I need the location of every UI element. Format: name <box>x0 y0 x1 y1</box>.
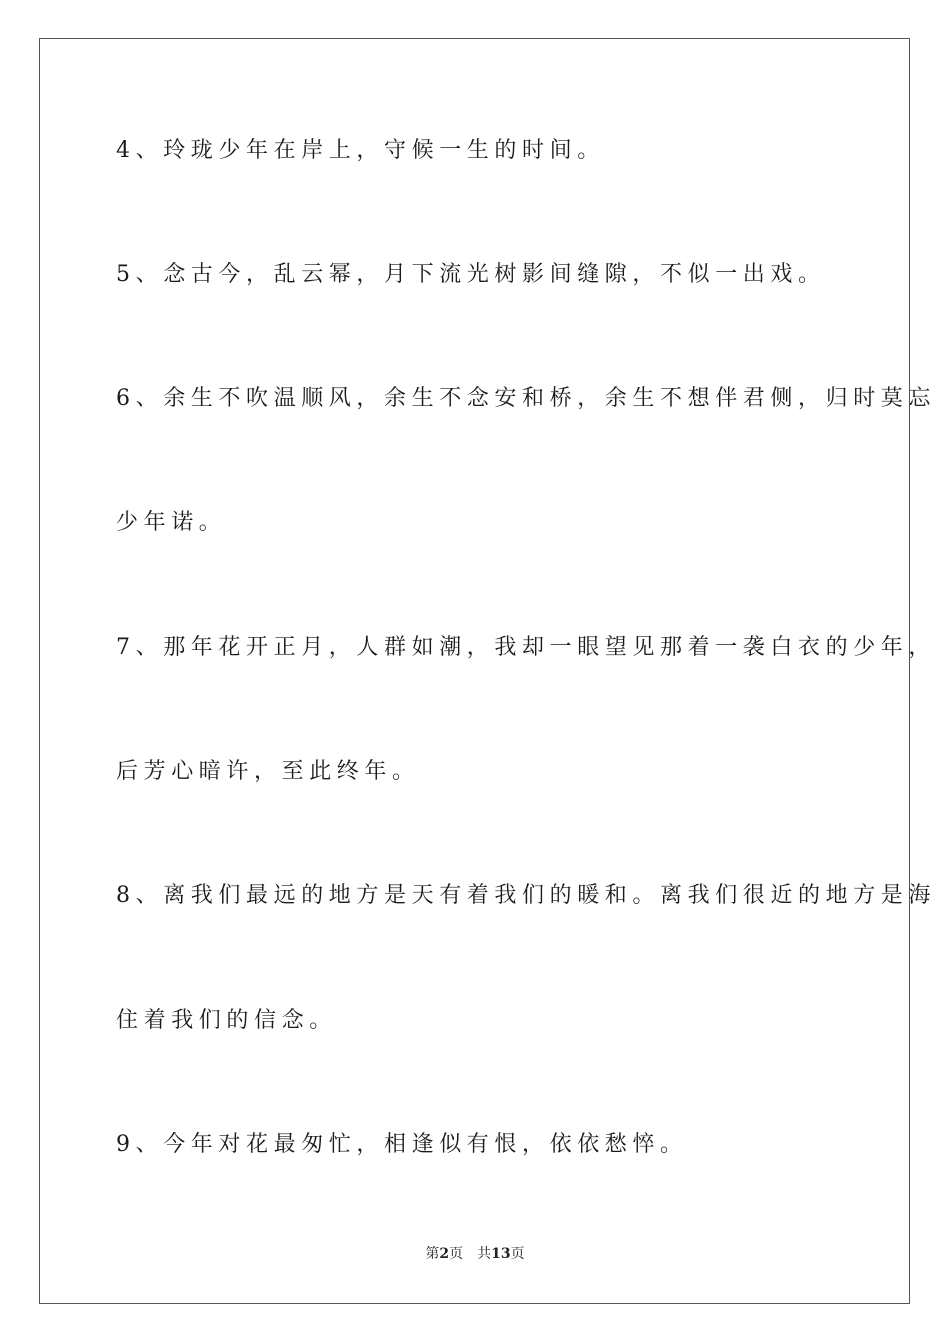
text-line-item-8-part-2: 住着我们的信念。 <box>116 1008 337 1033</box>
text-line-item-6-part-2: 少年诺。 <box>116 510 227 535</box>
text-line-item-9: 9、今年对花最匆忙，相逢似有恨，依依愁悴。 <box>116 1132 688 1157</box>
text-line-item-8-part-1: 8、离我们最远的地方是天有着我们的暖和。离我们很近的地方是海 <box>116 883 936 908</box>
page-number: 2 <box>439 1246 450 1262</box>
total-pages: 13 <box>491 1246 511 1262</box>
text-line-item-4: 4、玲珑少年在岸上，守候一生的时间。 <box>116 138 605 163</box>
text-line-item-7-part-1: 7、那年花开正月，人群如潮，我却一眼望见那着一袭白衣的少年， <box>116 635 936 660</box>
page-border <box>39 38 910 1304</box>
text-line-item-7-part-2: 后芳心暗许，至此终年。 <box>116 759 420 784</box>
page-prefix: 第 <box>425 1246 440 1262</box>
page-footer <box>0 1244 950 1264</box>
total-suffix: 页 <box>510 1246 525 1262</box>
text-line-item-5: 5、念古今，乱云幂，月下流光树影间缝隙，不似一出戏。 <box>116 262 826 287</box>
text-line-item-6-part-1: 6、余生不吹温顺风，余生不念安和桥，余生不想伴君侧，归时莫忘 <box>116 386 936 411</box>
page-suffix: 页 <box>449 1246 464 1262</box>
total-prefix: 共 <box>477 1246 492 1262</box>
